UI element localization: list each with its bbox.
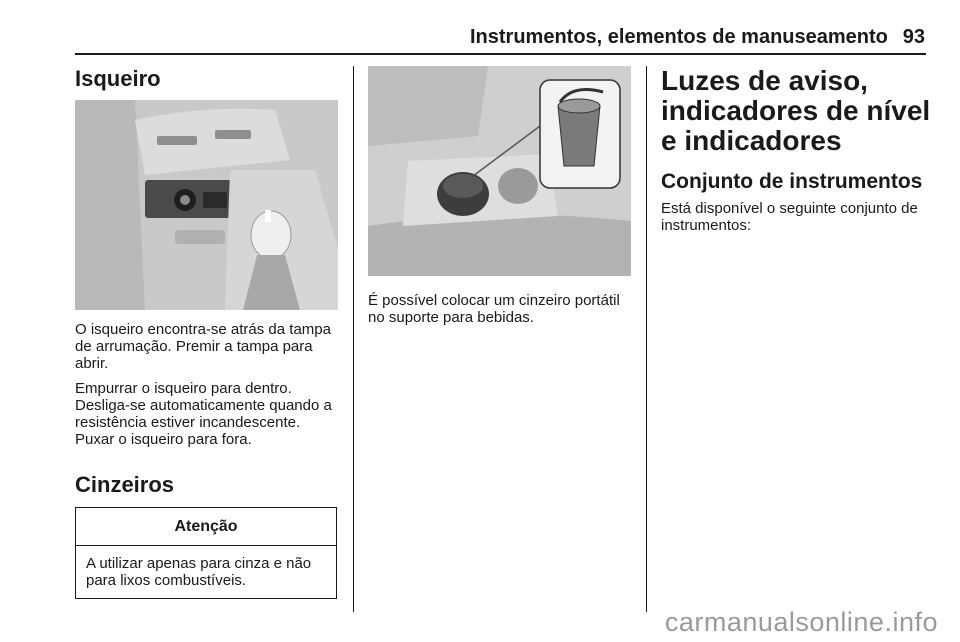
section-heading-ashtrays: Cinzeiros bbox=[75, 472, 175, 497]
instrument-cluster-paragraph: Está disponível o seguinte conjunto de instrumentos: bbox=[661, 200, 918, 234]
column-divider-2 bbox=[646, 66, 647, 612]
lighter-paragraph-2: Empurrar o isqueiro para dentro. Desliga-se automaticamente quando a resistência estiver incandescente. Puxar o isqueiro para fora. bbox=[75, 380, 332, 448]
lighter-paragraph-1: O isqueiro encontra-se atrás da tampa de arrumação. Premir a tampa para abrir. bbox=[75, 321, 331, 372]
ashtray-illustration bbox=[368, 66, 631, 276]
page-number: 93 bbox=[902, 26, 925, 48]
watermark: carmanualsonline.info bbox=[664, 607, 938, 637]
lighter-figure bbox=[75, 100, 338, 310]
section-heading-lighter: Isqueiro bbox=[75, 66, 161, 91]
ashtray-figure bbox=[368, 66, 631, 276]
subheading-instrument-cluster: Conjunto de instrumentos bbox=[661, 170, 923, 193]
notice-title: Atenção bbox=[76, 508, 336, 546]
header-rule bbox=[75, 53, 926, 55]
section-heading-warning-lights: Luzes de aviso, indicadores de nível e indicadores bbox=[661, 65, 931, 156]
notice-text: A utilizar apenas para cinza e não para lixos combustíveis. bbox=[86, 555, 312, 589]
running-header-title: Instrumentos, elementos de manuseamento bbox=[470, 26, 888, 48]
lighter-illustration bbox=[75, 100, 338, 310]
caution-notice bbox=[75, 507, 337, 599]
ashtray-paragraph-1: É possível colocar um cinzeiro portátil no suporte para bebidas. bbox=[368, 292, 620, 326]
column-divider-1 bbox=[353, 66, 354, 612]
